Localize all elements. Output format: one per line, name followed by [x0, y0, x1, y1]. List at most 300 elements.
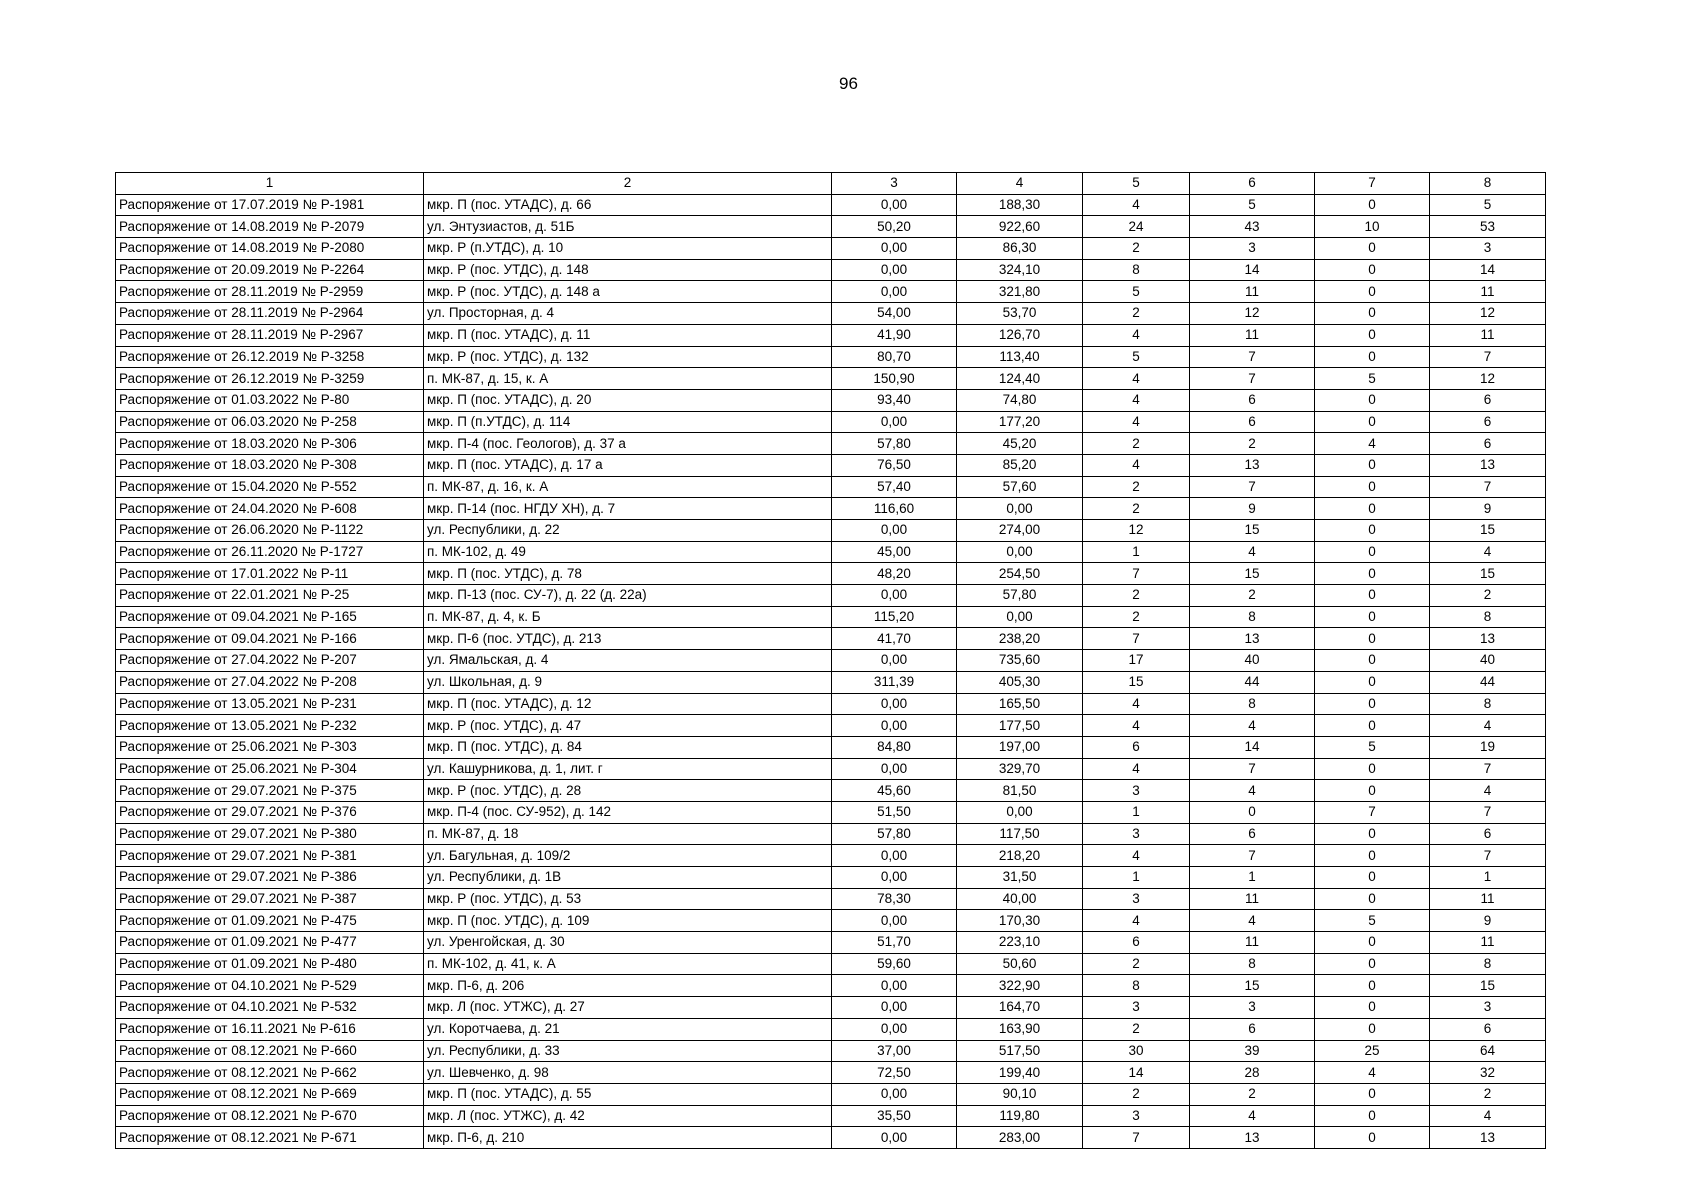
value-cell-4: 57,80: [957, 585, 1083, 607]
value-cell-7: 0: [1315, 1127, 1430, 1149]
value-cell-6: 3: [1190, 997, 1315, 1019]
value-cell-7: 0: [1315, 1083, 1430, 1105]
order-cell: Распоряжение от 09.04.2021 № Р-165: [116, 606, 424, 628]
value-cell-4: 177,20: [957, 411, 1083, 433]
value-cell-5: 2: [1083, 1083, 1190, 1105]
value-cell-3: 45,60: [832, 780, 957, 802]
value-cell-8: 4: [1430, 780, 1546, 802]
value-cell-6: 1: [1190, 867, 1315, 889]
value-cell-7: 0: [1315, 715, 1430, 737]
value-cell-4: 57,60: [957, 476, 1083, 498]
order-cell: Распоряжение от 27.04.2022 № Р-208: [116, 671, 424, 693]
value-cell-5: 1: [1083, 541, 1190, 563]
value-cell-8: 13: [1430, 454, 1546, 476]
order-cell: Распоряжение от 08.12.2021 № Р-669: [116, 1083, 424, 1105]
value-cell-7: 0: [1315, 194, 1430, 216]
value-cell-7: 0: [1315, 1018, 1430, 1040]
value-cell-6: 11: [1190, 932, 1315, 954]
order-cell: Распоряжение от 17.07.2019 № Р-1981: [116, 194, 424, 216]
value-cell-7: 0: [1315, 281, 1430, 303]
value-cell-5: 2: [1083, 585, 1190, 607]
address-cell: ул. Коротчаева, д. 21: [424, 1018, 832, 1040]
order-cell: Распоряжение от 29.07.2021 № Р-387: [116, 888, 424, 910]
value-cell-4: 0,00: [957, 606, 1083, 628]
value-cell-8: 2: [1430, 1083, 1546, 1105]
value-cell-6: 6: [1190, 389, 1315, 411]
value-cell-6: 14: [1190, 259, 1315, 281]
value-cell-5: 14: [1083, 1062, 1190, 1084]
table-row: [116, 324, 1546, 346]
value-cell-3: 41,70: [832, 628, 957, 650]
value-cell-3: 0,00: [832, 715, 957, 737]
value-cell-8: 9: [1430, 910, 1546, 932]
value-cell-3: 0,00: [832, 975, 957, 997]
value-cell-4: 283,00: [957, 1127, 1083, 1149]
value-cell-8: 12: [1430, 368, 1546, 390]
column-header-6: 6: [1190, 173, 1315, 195]
order-cell: Распоряжение от 28.11.2019 № Р-2959: [116, 281, 424, 303]
address-cell: мкр. П-4 (пос. Геологов), д. 37 а: [424, 433, 832, 455]
value-cell-4: 322,90: [957, 975, 1083, 997]
value-cell-8: 53: [1430, 216, 1546, 238]
order-cell: Распоряжение от 24.04.2020 № Р-608: [116, 498, 424, 520]
value-cell-5: 4: [1083, 693, 1190, 715]
address-cell: мкр. П-13 (пос. СУ-7), д. 22 (д. 22а): [424, 585, 832, 607]
value-cell-8: 3: [1430, 997, 1546, 1019]
order-cell: Распоряжение от 28.11.2019 № Р-2967: [116, 324, 424, 346]
value-cell-8: 6: [1430, 411, 1546, 433]
value-cell-7: 4: [1315, 433, 1430, 455]
address-cell: ул. Энтузиастов, д. 51Б: [424, 216, 832, 238]
value-cell-4: 163,90: [957, 1018, 1083, 1040]
value-cell-8: 15: [1430, 520, 1546, 542]
order-cell: Распоряжение от 15.04.2020 № Р-552: [116, 476, 424, 498]
value-cell-7: 5: [1315, 368, 1430, 390]
value-cell-8: 7: [1430, 801, 1546, 823]
value-cell-6: 8: [1190, 953, 1315, 975]
value-cell-6: 0: [1190, 801, 1315, 823]
value-cell-3: 51,50: [832, 801, 957, 823]
address-cell: мкр. Р (пос. УТДС), д. 148 а: [424, 281, 832, 303]
value-cell-5: 2: [1083, 1018, 1190, 1040]
value-cell-7: 10: [1315, 216, 1430, 238]
table-row: [116, 216, 1546, 238]
value-cell-8: 5: [1430, 194, 1546, 216]
value-cell-3: 116,60: [832, 498, 957, 520]
value-cell-4: 405,30: [957, 671, 1083, 693]
value-cell-8: 6: [1430, 1018, 1546, 1040]
table-row: [116, 368, 1546, 390]
value-cell-3: 0,00: [832, 281, 957, 303]
value-cell-5: 3: [1083, 823, 1190, 845]
address-cell: ул. Ямальская, д. 4: [424, 650, 832, 672]
address-cell: мкр. П (пос. УТАДС), д. 11: [424, 324, 832, 346]
value-cell-7: 25: [1315, 1040, 1430, 1062]
value-cell-5: 4: [1083, 368, 1190, 390]
value-cell-4: 90,10: [957, 1083, 1083, 1105]
value-cell-4: 238,20: [957, 628, 1083, 650]
value-cell-8: 11: [1430, 932, 1546, 954]
order-cell: Распоряжение от 26.06.2020 № Р-1122: [116, 520, 424, 542]
value-cell-4: 165,50: [957, 693, 1083, 715]
value-cell-8: 15: [1430, 563, 1546, 585]
table-row: [116, 650, 1546, 672]
value-cell-4: 45,20: [957, 433, 1083, 455]
value-cell-8: 7: [1430, 845, 1546, 867]
address-cell: мкр. П (пос. УТАДС), д. 12: [424, 693, 832, 715]
value-cell-6: 28: [1190, 1062, 1315, 1084]
value-cell-6: 6: [1190, 823, 1315, 845]
value-cell-4: 274,00: [957, 520, 1083, 542]
value-cell-8: 8: [1430, 606, 1546, 628]
address-cell: мкр. Л (пос. УТЖС), д. 27: [424, 997, 832, 1019]
value-cell-7: 0: [1315, 758, 1430, 780]
value-cell-6: 4: [1190, 780, 1315, 802]
address-cell: п. МК-87, д. 18: [424, 823, 832, 845]
value-cell-8: 6: [1430, 823, 1546, 845]
value-cell-4: 170,30: [957, 910, 1083, 932]
order-cell: Распоряжение от 26.12.2019 № Р-3259: [116, 368, 424, 390]
value-cell-6: 40: [1190, 650, 1315, 672]
value-cell-7: 0: [1315, 454, 1430, 476]
address-cell: п. МК-102, д. 41, к. А: [424, 953, 832, 975]
value-cell-7: 0: [1315, 823, 1430, 845]
value-cell-8: 13: [1430, 628, 1546, 650]
address-cell: мкр. П (пос. УТДС), д. 84: [424, 736, 832, 758]
value-cell-7: 0: [1315, 1105, 1430, 1127]
address-cell: мкр. Р (пос. УТДС), д. 53: [424, 888, 832, 910]
value-cell-5: 7: [1083, 628, 1190, 650]
value-cell-7: 0: [1315, 845, 1430, 867]
address-cell: ул. Республики, д. 1В: [424, 867, 832, 889]
value-cell-7: 0: [1315, 563, 1430, 585]
value-cell-5: 4: [1083, 454, 1190, 476]
value-cell-3: 0,00: [832, 1127, 957, 1149]
value-cell-4: 324,10: [957, 259, 1083, 281]
column-header-3: 3: [832, 173, 957, 195]
value-cell-7: 0: [1315, 541, 1430, 563]
value-cell-8: 11: [1430, 888, 1546, 910]
address-cell: ул. Республики, д. 22: [424, 520, 832, 542]
address-cell: мкр. П (п.УТДС), д. 114: [424, 411, 832, 433]
value-cell-6: 15: [1190, 520, 1315, 542]
value-cell-8: 11: [1430, 324, 1546, 346]
table-row: [116, 259, 1546, 281]
column-header-8: 8: [1430, 173, 1546, 195]
value-cell-7: 0: [1315, 953, 1430, 975]
value-cell-3: 0,00: [832, 1083, 957, 1105]
value-cell-4: 177,50: [957, 715, 1083, 737]
value-cell-6: 3: [1190, 238, 1315, 260]
address-cell: ул. Шевченко, д. 98: [424, 1062, 832, 1084]
value-cell-8: 6: [1430, 389, 1546, 411]
address-cell: ул. Кашурникова, д. 1, лит. г: [424, 758, 832, 780]
value-cell-6: 7: [1190, 368, 1315, 390]
value-cell-3: 57,80: [832, 433, 957, 455]
value-cell-3: 0,00: [832, 758, 957, 780]
address-cell: мкр. Р (п.УТДС), д. 10: [424, 238, 832, 260]
table-row: [116, 736, 1546, 758]
value-cell-5: 15: [1083, 671, 1190, 693]
value-cell-5: 4: [1083, 758, 1190, 780]
table-row: [116, 1127, 1546, 1149]
column-header-1: 1: [116, 173, 424, 195]
value-cell-7: 0: [1315, 975, 1430, 997]
value-cell-6: 15: [1190, 563, 1315, 585]
order-cell: Распоряжение от 08.12.2021 № Р-671: [116, 1127, 424, 1149]
order-cell: Распоряжение от 29.07.2021 № Р-380: [116, 823, 424, 845]
value-cell-7: 0: [1315, 520, 1430, 542]
value-cell-6: 8: [1190, 693, 1315, 715]
value-cell-7: 4: [1315, 1062, 1430, 1084]
table-row: [116, 389, 1546, 411]
order-cell: Распоряжение от 14.08.2019 № Р-2079: [116, 216, 424, 238]
table-row: [116, 780, 1546, 802]
value-cell-6: 4: [1190, 910, 1315, 932]
order-cell: Распоряжение от 13.05.2021 № Р-232: [116, 715, 424, 737]
value-cell-6: 2: [1190, 433, 1315, 455]
value-cell-6: 7: [1190, 346, 1315, 368]
value-cell-3: 0,00: [832, 1018, 957, 1040]
value-cell-8: 8: [1430, 953, 1546, 975]
value-cell-8: 1: [1430, 867, 1546, 889]
order-cell: Распоряжение от 25.06.2021 № Р-303: [116, 736, 424, 758]
value-cell-4: 53,70: [957, 303, 1083, 325]
order-cell: Распоряжение от 29.07.2021 № Р-381: [116, 845, 424, 867]
column-header-2: 2: [424, 173, 832, 195]
table-row: [116, 541, 1546, 563]
value-cell-8: 44: [1430, 671, 1546, 693]
address-cell: ул. Уренгойская, д. 30: [424, 932, 832, 954]
value-cell-8: 2: [1430, 585, 1546, 607]
value-cell-4: 321,80: [957, 281, 1083, 303]
value-cell-6: 39: [1190, 1040, 1315, 1062]
value-cell-4: 329,70: [957, 758, 1083, 780]
address-cell: п. МК-87, д. 15, к. А: [424, 368, 832, 390]
column-header-4: 4: [957, 173, 1083, 195]
value-cell-7: 0: [1315, 997, 1430, 1019]
value-cell-4: 0,00: [957, 541, 1083, 563]
value-cell-8: 4: [1430, 1105, 1546, 1127]
value-cell-6: 4: [1190, 541, 1315, 563]
order-cell: Распоряжение от 29.07.2021 № Р-376: [116, 801, 424, 823]
value-cell-7: 0: [1315, 498, 1430, 520]
value-cell-8: 64: [1430, 1040, 1546, 1062]
value-cell-7: 0: [1315, 628, 1430, 650]
value-cell-3: 115,20: [832, 606, 957, 628]
table-row: [116, 910, 1546, 932]
value-cell-3: 150,90: [832, 368, 957, 390]
value-cell-3: 59,60: [832, 953, 957, 975]
value-cell-6: 6: [1190, 1018, 1315, 1040]
value-cell-4: 199,40: [957, 1062, 1083, 1084]
table-row: [116, 194, 1546, 216]
value-cell-8: 9: [1430, 498, 1546, 520]
value-cell-6: 44: [1190, 671, 1315, 693]
table-row: [116, 628, 1546, 650]
value-cell-4: 124,40: [957, 368, 1083, 390]
order-cell: Распоряжение от 06.03.2020 № Р-258: [116, 411, 424, 433]
value-cell-5: 1: [1083, 867, 1190, 889]
table-row: [116, 563, 1546, 585]
order-cell: Распоряжение от 09.04.2021 № Р-166: [116, 628, 424, 650]
order-cell: Распоряжение от 28.11.2019 № Р-2964: [116, 303, 424, 325]
value-cell-5: 4: [1083, 411, 1190, 433]
value-cell-5: 4: [1083, 845, 1190, 867]
value-cell-3: 0,00: [832, 411, 957, 433]
value-cell-4: 119,80: [957, 1105, 1083, 1127]
value-cell-6: 4: [1190, 715, 1315, 737]
value-cell-5: 2: [1083, 953, 1190, 975]
address-cell: мкр. П (пос. УТАДС), д. 20: [424, 389, 832, 411]
value-cell-7: 0: [1315, 650, 1430, 672]
value-cell-7: 0: [1315, 606, 1430, 628]
table-row: [116, 953, 1546, 975]
value-cell-5: 6: [1083, 736, 1190, 758]
order-cell: Распоряжение от 01.09.2021 № Р-475: [116, 910, 424, 932]
table-row: [116, 1062, 1546, 1084]
table-row: [116, 693, 1546, 715]
table-row: [116, 1083, 1546, 1105]
address-cell: ул. Республики, д. 33: [424, 1040, 832, 1062]
value-cell-5: 30: [1083, 1040, 1190, 1062]
value-cell-7: 0: [1315, 476, 1430, 498]
value-cell-4: 254,50: [957, 563, 1083, 585]
value-cell-7: 0: [1315, 671, 1430, 693]
value-cell-5: 8: [1083, 975, 1190, 997]
table-row: [116, 585, 1546, 607]
table-row: [116, 867, 1546, 889]
value-cell-8: 6: [1430, 433, 1546, 455]
order-cell: Распоряжение от 13.05.2021 № Р-231: [116, 693, 424, 715]
value-cell-8: 4: [1430, 541, 1546, 563]
value-cell-5: 2: [1083, 606, 1190, 628]
value-cell-3: 84,80: [832, 736, 957, 758]
value-cell-3: 80,70: [832, 346, 957, 368]
value-cell-6: 5: [1190, 194, 1315, 216]
value-cell-8: 14: [1430, 259, 1546, 281]
value-cell-6: 14: [1190, 736, 1315, 758]
value-cell-8: 11: [1430, 281, 1546, 303]
value-cell-8: 40: [1430, 650, 1546, 672]
value-cell-3: 0,00: [832, 693, 957, 715]
value-cell-6: 13: [1190, 628, 1315, 650]
table-row: [116, 433, 1546, 455]
address-cell: ул. Школьная, д. 9: [424, 671, 832, 693]
value-cell-5: 5: [1083, 281, 1190, 303]
order-cell: Распоряжение от 17.01.2022 № Р-11: [116, 563, 424, 585]
value-cell-5: 7: [1083, 1127, 1190, 1149]
value-cell-3: 78,30: [832, 888, 957, 910]
value-cell-3: 0,00: [832, 845, 957, 867]
value-cell-3: 0,00: [832, 585, 957, 607]
address-cell: мкр. Р (пос. УТДС), д. 47: [424, 715, 832, 737]
column-header-7: 7: [1315, 173, 1430, 195]
value-cell-6: 7: [1190, 845, 1315, 867]
value-cell-7: 0: [1315, 932, 1430, 954]
value-cell-3: 0,00: [832, 997, 957, 1019]
value-cell-5: 2: [1083, 498, 1190, 520]
value-cell-5: 7: [1083, 563, 1190, 585]
value-cell-4: 0,00: [957, 498, 1083, 520]
value-cell-5: 4: [1083, 715, 1190, 737]
table-row: [116, 520, 1546, 542]
table-row: [116, 888, 1546, 910]
value-cell-8: 12: [1430, 303, 1546, 325]
value-cell-3: 41,90: [832, 324, 957, 346]
address-cell: ул. Просторная, д. 4: [424, 303, 832, 325]
value-cell-5: 3: [1083, 888, 1190, 910]
value-cell-6: 11: [1190, 281, 1315, 303]
value-cell-6: 9: [1190, 498, 1315, 520]
value-cell-4: 86,30: [957, 238, 1083, 260]
value-cell-5: 4: [1083, 194, 1190, 216]
table-row: [116, 411, 1546, 433]
value-cell-7: 5: [1315, 736, 1430, 758]
address-cell: мкр. Р (пос. УТДС), д. 132: [424, 346, 832, 368]
address-cell: мкр. Р (пос. УТДС), д. 148: [424, 259, 832, 281]
value-cell-6: 7: [1190, 758, 1315, 780]
table-row: [116, 823, 1546, 845]
value-cell-5: 4: [1083, 389, 1190, 411]
order-cell: Распоряжение от 16.11.2021 № Р-616: [116, 1018, 424, 1040]
value-cell-6: 43: [1190, 216, 1315, 238]
value-cell-7: 0: [1315, 888, 1430, 910]
value-cell-7: 0: [1315, 259, 1430, 281]
value-cell-4: 85,20: [957, 454, 1083, 476]
value-cell-4: 197,00: [957, 736, 1083, 758]
value-cell-6: 2: [1190, 585, 1315, 607]
order-cell: Распоряжение от 20.09.2019 № Р-2264: [116, 259, 424, 281]
value-cell-5: 6: [1083, 932, 1190, 954]
address-cell: мкр. Л (пос. УТЖС), д. 42: [424, 1105, 832, 1127]
value-cell-3: 0,00: [832, 867, 957, 889]
value-cell-8: 7: [1430, 346, 1546, 368]
value-cell-5: 2: [1083, 238, 1190, 260]
value-cell-8: 13: [1430, 1127, 1546, 1149]
value-cell-5: 12: [1083, 520, 1190, 542]
value-cell-3: 51,70: [832, 932, 957, 954]
value-cell-5: 2: [1083, 476, 1190, 498]
value-cell-4: 0,00: [957, 801, 1083, 823]
value-cell-7: 0: [1315, 585, 1430, 607]
value-cell-3: 0,00: [832, 910, 957, 932]
value-cell-4: 922,60: [957, 216, 1083, 238]
order-cell: Распоряжение от 04.10.2021 № Р-532: [116, 997, 424, 1019]
table-row: [116, 498, 1546, 520]
value-cell-5: 2: [1083, 433, 1190, 455]
table-row: [116, 997, 1546, 1019]
value-cell-3: 54,00: [832, 303, 957, 325]
address-cell: мкр. П-4 (пос. СУ-952), д. 142: [424, 801, 832, 823]
value-cell-5: 5: [1083, 346, 1190, 368]
value-cell-6: 15: [1190, 975, 1315, 997]
value-cell-3: 45,00: [832, 541, 957, 563]
order-cell: Распоряжение от 08.12.2021 № Р-662: [116, 1062, 424, 1084]
value-cell-4: 126,70: [957, 324, 1083, 346]
value-cell-4: 40,00: [957, 888, 1083, 910]
value-cell-4: 188,30: [957, 194, 1083, 216]
value-cell-8: 8: [1430, 693, 1546, 715]
address-cell: мкр. П (пос. УТАДС), д. 55: [424, 1083, 832, 1105]
value-cell-7: 0: [1315, 238, 1430, 260]
value-cell-6: 6: [1190, 411, 1315, 433]
value-cell-5: 8: [1083, 259, 1190, 281]
table-row: [116, 1018, 1546, 1040]
value-cell-4: 31,50: [957, 867, 1083, 889]
page-number: 96: [839, 74, 858, 93]
value-cell-8: 7: [1430, 476, 1546, 498]
